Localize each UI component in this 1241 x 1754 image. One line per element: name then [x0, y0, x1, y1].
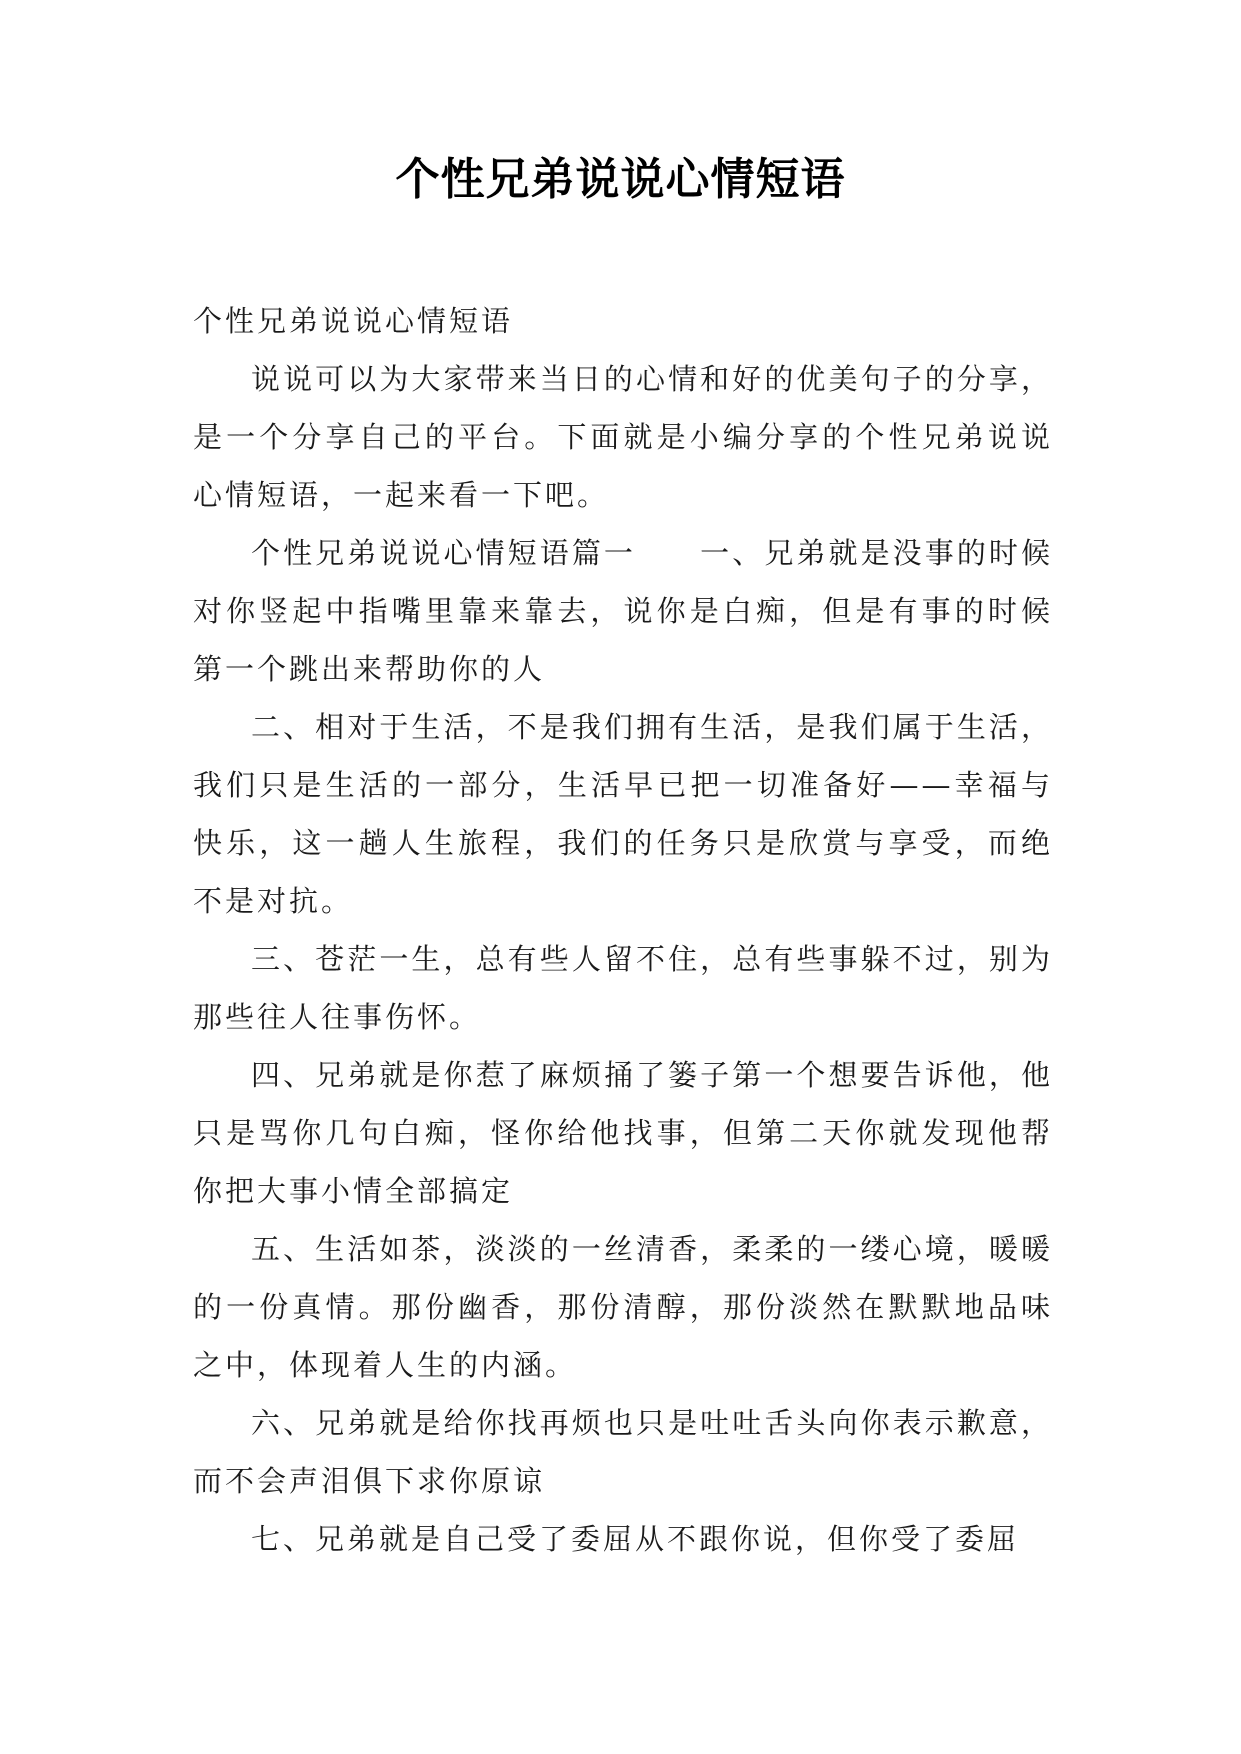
- document-title: 个性兄弟说说心情短语: [395, 154, 846, 205]
- paragraph-5: 五、生活如茶，淡淡的一丝清香，柔柔的一缕心境，暖暖的一份真情。那份幽香，那份清醇，那份淡然在默默地品味之中，体现着人生的内涵。: [193, 1232, 1053, 1382]
- paragraph-4: 四、兄弟就是你惹了麻烦捅了篓子第一个想要告诉他，他只是骂你几句白痴，怪你给他找事，但第二天你就发现他帮你把大事小情全部搞定: [193, 1058, 1053, 1208]
- paragraph-1: 个性兄弟说说心情短语篇一 一、兄弟就是没事的时候对你竖起中指嘴里靠来靠去，说你是白痴，但是有事的时候第一个跳出来帮助你的人: [193, 536, 1053, 686]
- paragraph-6: 六、兄弟就是给你找再烦也只是吐吐舌头向你表示歉意，而不会声泪俱下求你原谅: [193, 1406, 1053, 1498]
- paragraph-3: 三、苍茫一生，总有些人留不住，总有些事躲不过，别为那些往人往事伤怀。: [193, 942, 1053, 1034]
- paragraph-7: 七、兄弟就是自己受了委屈从不跟你说，但你受了委屈: [251, 1522, 1020, 1556]
- paragraph-subtitle: 个性兄弟说说心情短语: [193, 304, 514, 338]
- paragraph-2: 二、相对于生活，不是我们拥有生活，是我们属于生活，我们只是生活的一部分，生活早已把一切准备好——幸福与快乐，这一趟人生旅程，我们的任务只是欣赏与享受，而绝不是对抗。: [193, 710, 1053, 918]
- paragraph-intro: 说说可以为大家带来当日的心情和好的优美句子的分享，是一个分享自己的平台。下面就是小编分享的个性兄弟说说心情短语，一起来看一下吧。: [193, 362, 1053, 512]
- document-body: [193, 292, 1053, 1568]
